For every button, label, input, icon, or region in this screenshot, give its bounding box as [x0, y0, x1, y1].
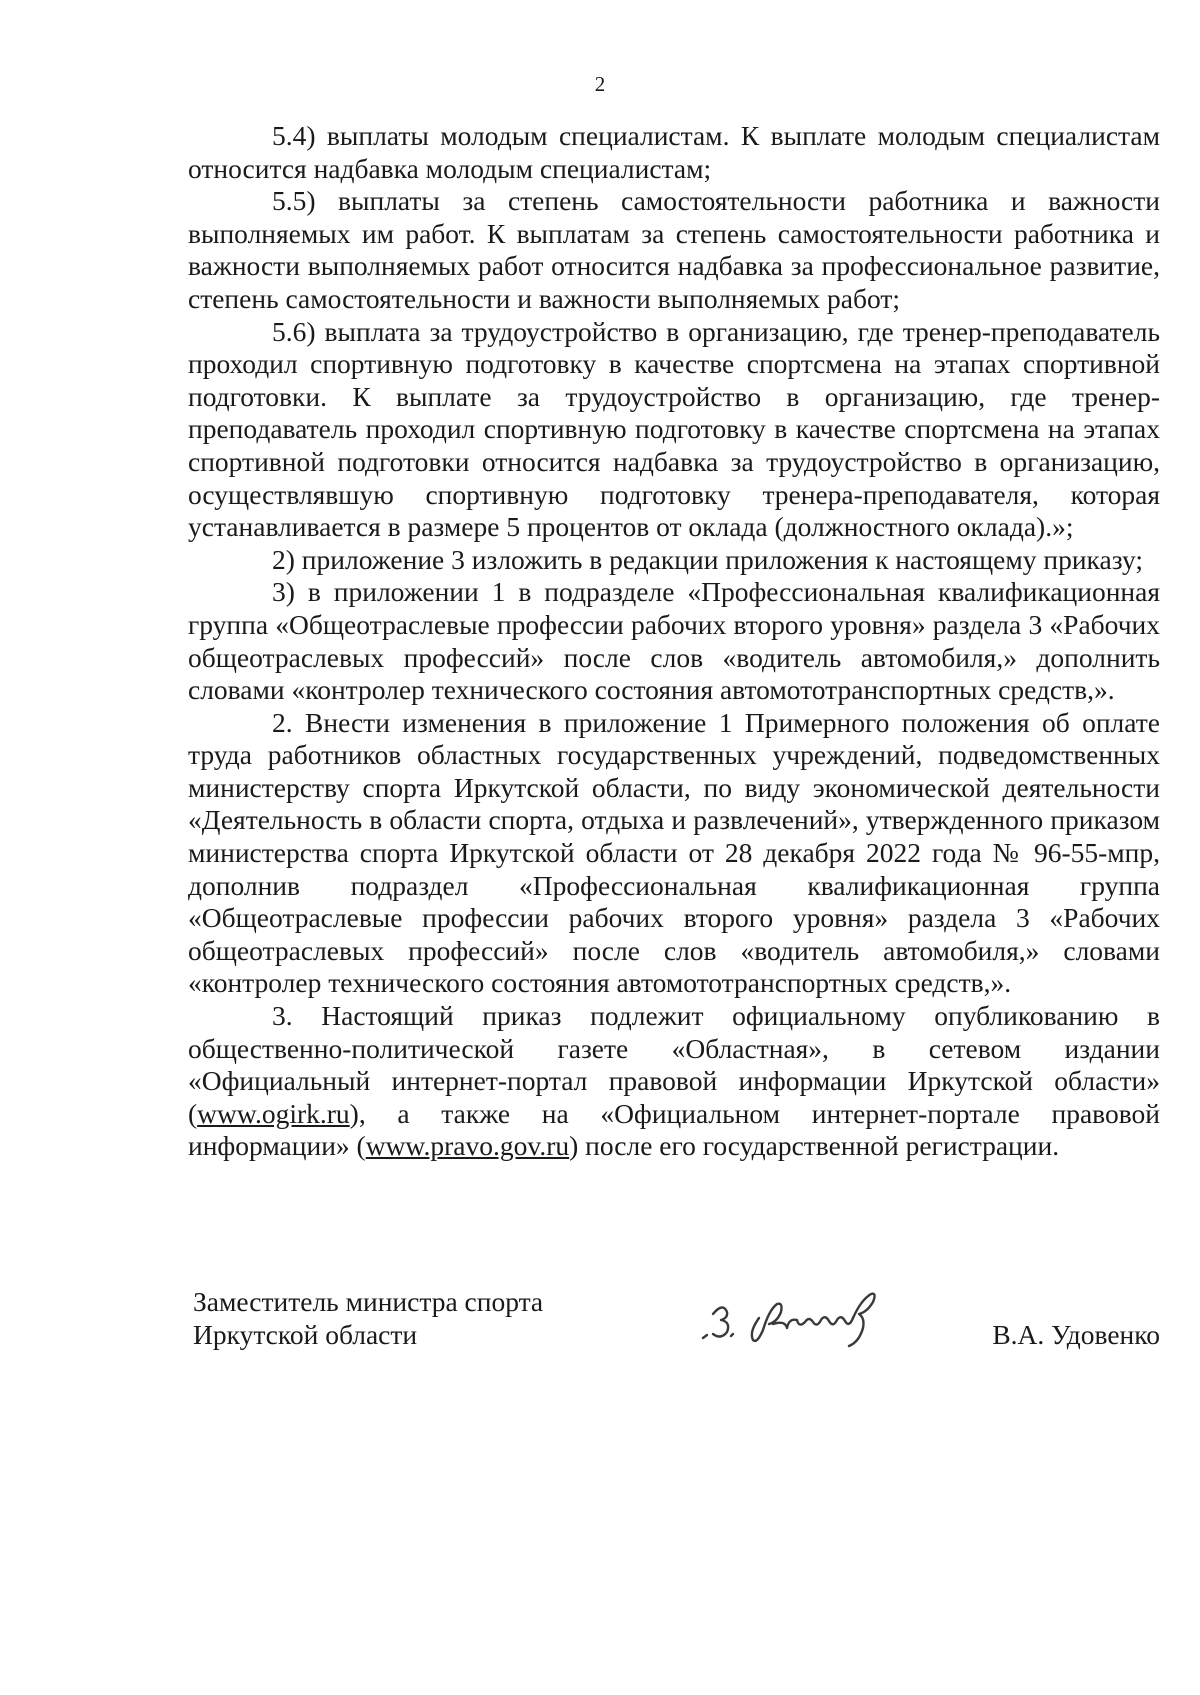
signer-position-line-1: Заместитель министра спорта	[193, 1286, 544, 1317]
signer-name: В.А. Удовенко	[992, 1319, 1160, 1350]
paragraph-section-3	[188, 1000, 1160, 1163]
publication-text-part-2: ), а также на «Официальном интернет-портале правовой информации» (	[188, 1097, 1160, 1162]
pravo-link[interactable]: www.pravo.gov.ru	[365, 1130, 570, 1162]
paragraph-5-5: 5.5) выплаты за степень самостоятельности работника и важности выполняемых им работ. К выплатам за степень самостоятельности работника и важности выполняемых работ относится надбавка за профессиональное развитие, степень самостоятельности и важности выполняемых работ;	[188, 185, 1160, 314]
signer-position-line-2: Иркутской области	[193, 1318, 418, 1350]
signer-position	[193, 1286, 543, 1351]
paragraph-item-3: 3) в приложении 1 в подразделе «Профессиональная квалификационная группа «Общеотраслевые профессии рабочих второго уровня» раздела 3 «Рабочих общеотраслевых профессий» после слов «водитель автомобиля,» дополнить словами «контролер технического состояния автомототранспортных средств,».	[188, 576, 1160, 706]
document-body	[188, 120, 1160, 1163]
publication-text-part-1: 3. Настоящий приказ подлежит официальному опубликованию в общественно-политической газете «Областная», в сетевом издании «Официальный интернет-портал правовой информации Иркутской области» (	[188, 1000, 1160, 1129]
handwritten-signature-image	[701, 1288, 891, 1348]
page-number: 2	[594, 72, 606, 96]
signature-block	[193, 1286, 1160, 1376]
paragraph-5-4: 5.4) выплаты молодым специалистам. К выплате молодым специалистам относится надбавка молодым специалистам;	[188, 120, 1160, 184]
publication-text-part-3: ) после его государственной регистрации.	[569, 1130, 1060, 1162]
paragraph-item-2: 2) приложение 3 изложить в редакции приложения к настоящему приказу;	[272, 543, 1144, 575]
ogirk-link[interactable]: www.ogirk.ru	[197, 1097, 350, 1129]
paragraph-5-6: 5.6) выплата за трудоустройство в организацию, где тренер-преподаватель проходил спортивную подготовку в качестве спортсмена на этапах спортивной подготовки. К выплате за трудоустройство в организацию, где тренер-преподаватель проходил спортивную подготовку в качестве спортсмена на этапах спортивной подготовки относится надбавка за трудоустройство в организацию, осуществлявшую спортивную подготовку тренера-преподавателя, которая устанавливается в размере 5 процентов от оклада (должностного оклада).»;	[188, 315, 1160, 543]
paragraph-section-2: 2. Внести изменения в приложение 1 Примерного положения об оплате труда работников областных государственных учреждений, подведомственных министерству спорта Иркутской области, по виду экономической деятельности «Деятельность в области спорта, отдыха и развлечений», утвержденного приказом министерства спорта Иркутской области от 28 декабря 2022 года № 96-55-мпр, дополнив подраздел «Профессиональная квалификационная группа «Общеотраслевые профессии рабочих второго уровня» раздела 3 «Рабочих общеотраслевых профессий» после слов «водитель автомобиля,» словами «контролер технического состояния автомототранспортных средств,».	[188, 706, 1160, 999]
